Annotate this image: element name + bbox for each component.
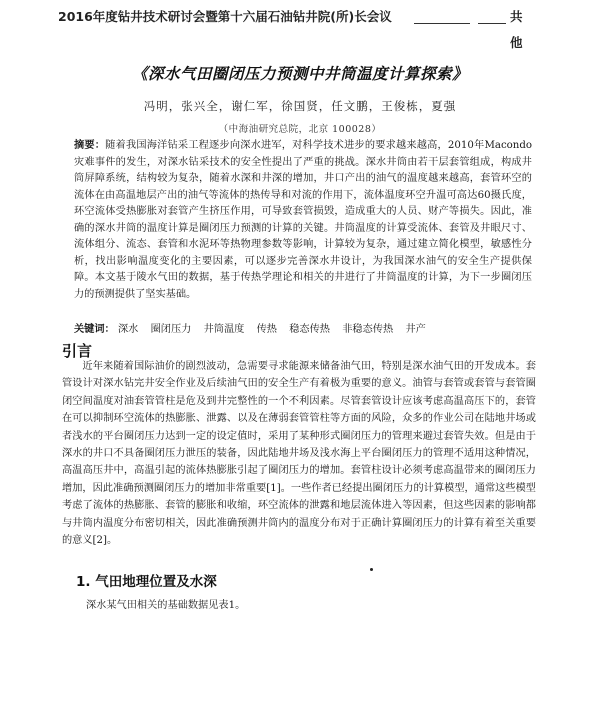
intro-paragraph: 近年来随着国际油价的剧烈波动，急需要寻求能源来储备油气田，特别是深水油气田的开发成本。套管设计对深水钻完井安全作业及后续油气田的安全生产有着极为重要的意义。油管与套管或套管与套管圈闭空间温度对油套管管柱是危及到井完整性的一个不利因素。尽管套管设计应该考虑高温高压下的，套管在可以抑制环空流体的热膨胀、泄露、以及在薄弱套管管柱等方面的风险，众多的作业公司在陆地井场或者浅水的平台圈闭压力达到一定的设定值时，采用了某种形式圈闭压力的管理来避过套管失效。但是由于深水的井口不具备圈闭压力泄压的装备，因此陆地井场及浅水海上平台圈闭压力的管理不适用这种情况，高温高压井中，高温引起的流体热膨胀引起了圈闭压力的增加。套管柱设计必须考虑高温带来的圈闭压力增加，因此准确预测圈闭压力的增加非常重要[1]。一些作者已经提出圈闭压力的计算模型，通常这些模型考虑了流体的热膨胀、套管的膨胀和收缩，环空流体的泄露和地层流体进入等因素，但这些因素的影响都与井筒内温度分布密切相关，因此准确预测井筒内的温度分布对于正确计算圈闭压力的计算有着至关重要的意义[2]。: [62, 361, 536, 547]
keyword: 非稳态传热: [342, 324, 394, 335]
abstract: [74, 138, 532, 303]
keyword: 传热: [256, 324, 277, 335]
running-header: [58, 4, 538, 50]
section-paragraph: 深水某气田相关的基础数据见表1。: [86, 600, 246, 611]
intro-heading: 引言: [62, 342, 93, 360]
keyword: 井产: [405, 324, 426, 335]
keyword: 井筒温度: [203, 324, 245, 335]
keyword: 圈闭压力: [150, 324, 192, 335]
keyword: 深水: [118, 324, 139, 335]
abstract-label: 摘要：: [74, 140, 106, 151]
header-rule-short: [478, 23, 506, 24]
keywords: [74, 322, 532, 338]
author-list: 冯明，张兴全，谢仁军，徐国贤，任文鹏，王俊栋，夏强: [143, 99, 457, 113]
book-label: 共 他: [510, 9, 529, 50]
conference-title: 2016年度钻井技术研讨会暨第十六届石油钻井院(所)长会议: [58, 9, 392, 24]
section-heading: 1. 气田地理位置及水深: [76, 574, 217, 590]
stray-mark: [370, 568, 373, 571]
affiliation: （中海油研究总院，北京 100028）: [218, 124, 382, 135]
keywords-label: 关键词：: [74, 324, 115, 335]
keyword: 稳态传热: [289, 324, 330, 335]
abstract-text: 随着我国海洋钻采工程逐步向深水进军，对科学技术进步的要求越来越高，2010年Macondo灾难事件的发生，对深水钻采技术的安全性提出了严重的挑战。深水井筒由若干层套管组成，构成井筒屏障系统，结构较为复杂，随着水深和井深的增加，井口产出的油气的温度越来越高，套管环空的流体在由高温地层产出的油气等流体的热传导和对流的作用下，流体温度环空升温可高达60摄氏度，环空流体受热膨胀对套管产生挤压作用，可导致套管损毁，造成重大的人员、财产等损失。因此，准确的深水井筒的温度计算是圈闭压力预测的计算的关键。井筒温度的计算受流体、套管及井眼尺寸、流体组分、流态、套管和水泥环等热物理参数等影响，计算较为复杂，通过建立简化模型，敏感性分析，找出影响温度变化的主要因素，可以逐步完善深水井设计，为我国深水油气的安全生产提供保障。本文基于陵水气田的数据，基于传热学理论和相关的井进行了井筒温度的计算，为下一步圈闭压力的预测提供了坚实基础。: [74, 140, 533, 300]
header-rule: [414, 23, 470, 24]
paper-title: 《深水气田圈闭压力预测中井筒温度计算探索》: [131, 65, 468, 83]
